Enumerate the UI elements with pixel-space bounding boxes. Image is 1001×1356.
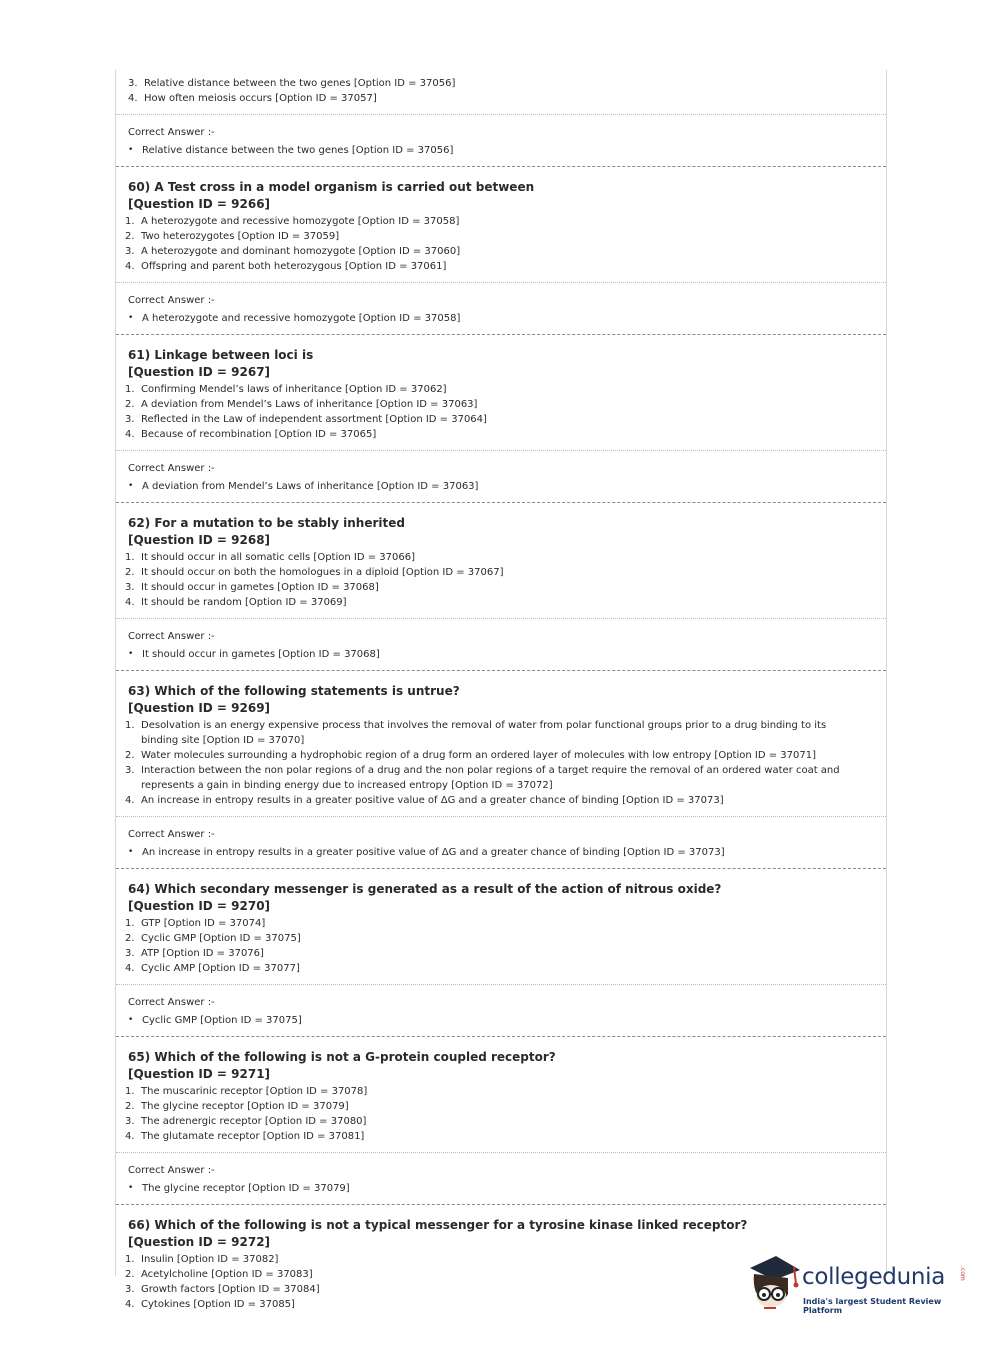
correct-answer-label: Correct Answer :- [128, 127, 215, 138]
options-list [125, 717, 886, 816]
option-item: 2. Cyclic GMP [Option ID = 37075] [125, 933, 301, 944]
correct-answer-item: • The glycine receptor [Option ID = 37079] [128, 1183, 350, 1194]
correct-answer-item: • Relative distance between the two genes [Option ID = 37056] [128, 145, 454, 156]
correct-answer-section [116, 984, 886, 1037]
correct-answer-item: • A heterozygote and recessive homozygote [Option ID = 37058] [128, 313, 461, 324]
logo-tagline: India's largest Student Review Platform [803, 1297, 942, 1315]
question-title: 66) Which of the following is not a typical messenger for a tyrosine kinase linked receptor? [128, 1218, 748, 1232]
correct-answer-section [116, 1152, 886, 1205]
option-item: 4. Cytokines [Option ID = 37085] [125, 1299, 295, 1310]
question-title: 62) For a mutation to be stably inherited [128, 516, 405, 530]
correct-answer-item: • It should occur in gametes [Option ID = 37068] [128, 649, 380, 660]
correct-answer-label: Correct Answer :- [128, 631, 215, 642]
question-block-61 [116, 335, 886, 503]
option-item: 3. Relative distance between the two genes [Option ID = 37056] [128, 78, 456, 89]
option-item: 3. A heterozygote and dominant homozygote [Option ID = 37060] [125, 246, 461, 257]
option-item: 1. A heterozygote and recessive homozygote [Option ID = 37058] [125, 216, 460, 227]
bullet-icon: • [128, 1015, 134, 1025]
option-item: 4. Offspring and parent both heterozygous [Option ID = 37061] [125, 261, 447, 272]
option-item: 4. The glutamate receptor [Option ID = 37081] [125, 1131, 365, 1142]
question-title: 60) A Test cross in a model organism is carried out between [128, 180, 535, 194]
correct-answer-label: Correct Answer :- [128, 1165, 215, 1176]
option-item: 1. The muscarinic receptor [Option ID = 37078] [125, 1086, 368, 1097]
correct-answer-section [116, 450, 886, 503]
logo-suffix: .com [959, 1266, 966, 1281]
logo-name: collegedunia [802, 1264, 946, 1290]
option-item: 4. Cyclic AMP [Option ID = 37077] [125, 963, 300, 974]
option-item: 3. ATP [Option ID = 37076] [125, 948, 264, 959]
question-block-63 [116, 671, 886, 869]
question-id: [Question ID = 9266] [128, 197, 271, 211]
correct-answer-label: Correct Answer :- [128, 295, 215, 306]
option-item: 4. It should be random [Option ID = 37069] [125, 597, 347, 608]
option-item: 3. Growth factors [Option ID = 37084] [125, 1284, 320, 1295]
bullet-icon: • [128, 847, 134, 857]
correct-answer-section [116, 618, 886, 671]
question-id: [Question ID = 9272] [128, 1235, 271, 1249]
bullet-icon: • [128, 313, 134, 323]
option-item: 2. Two heterozygotes [Option ID = 37059] [125, 231, 340, 242]
previous-question-fragment [116, 70, 886, 167]
option-item: 3. Reflected in the Law of independent assortment [Option ID = 37064] [125, 414, 487, 425]
question-id: [Question ID = 9271] [128, 1067, 271, 1081]
question-id: [Question ID = 9267] [128, 365, 271, 379]
options-list [125, 1083, 886, 1152]
question-title: 64) Which secondary messenger is generated as a result of the action of nitrous oxide? [128, 882, 722, 896]
collegedunia-logo [744, 1250, 974, 1316]
question-title: 65) Which of the following is not a G-protein coupled receptor? [128, 1050, 556, 1064]
question-id: [Question ID = 9269] [128, 701, 271, 715]
option-item: 4. Because of recombination [Option ID = 37065] [125, 429, 377, 440]
option-item: 4. How often meiosis occurs [Option ID = 37057] [128, 93, 377, 104]
correct-answer-section [116, 282, 886, 335]
question-block-60 [116, 167, 886, 335]
option-item: 1. GTP [Option ID = 37074] [125, 918, 266, 929]
question-id: [Question ID = 9270] [128, 899, 271, 913]
options-list [125, 915, 886, 984]
correct-answer-item: • A deviation from Mendel’s Laws of inheritance [Option ID = 37063] [128, 481, 479, 492]
option-item: 2. Water molecules surrounding a hydrophobic region of a drug form an ordered layer of molecules with low entropy [Option ID = 37071] [125, 750, 816, 761]
bullet-icon: • [128, 649, 134, 659]
correct-answer-section [116, 816, 886, 869]
option-item: 1. Desolvation is an energy expensive process that involves the removal of water from polar functional groups prior to a drug binding to its binding site [Option ID = 37070] [125, 720, 827, 746]
options-list [125, 381, 886, 450]
bullet-icon: • [128, 145, 134, 155]
correct-answer-item: • Cyclic GMP [Option ID = 37075] [128, 1015, 302, 1026]
option-item: 4. An increase in entropy results in a greater positive value of ΔG and a greater chance of binding [Option ID = 37073] [125, 795, 724, 806]
question-title: 63) Which of the following statements is untrue? [128, 684, 460, 698]
option-item: 3. Interaction between the non polar regions of a drug and the non polar regions of a target require the removal of an ordered water coat and represents a gain in binding energy due to increased entropy [Option ID = 37072] [125, 765, 840, 791]
question-block-64 [116, 869, 886, 1037]
option-item: 1. It should occur in all somatic cells [Option ID = 37066] [125, 552, 415, 563]
correct-answer-section [116, 114, 886, 167]
options-list [125, 213, 886, 282]
question-id: [Question ID = 9268] [128, 533, 271, 547]
correct-answer-label: Correct Answer :- [128, 997, 215, 1008]
option-item: 2. It should occur on both the homologues in a diploid [Option ID = 37067] [125, 567, 504, 578]
options-list [116, 70, 886, 114]
correct-answer-item: • An increase in entropy results in a greater positive value of ΔG and a greater chance of binding [Option ID = 37073] [128, 847, 725, 858]
option-item: 3. The adrenergic receptor [Option ID = 37080] [125, 1116, 367, 1127]
correct-answer-label: Correct Answer :- [128, 829, 215, 840]
option-item: 3. It should occur in gametes [Option ID = 37068] [125, 582, 379, 593]
correct-answer-label: Correct Answer :- [128, 463, 215, 474]
question-title: 61) Linkage between loci is [128, 348, 314, 362]
option-item: 2. Acetylcholine [Option ID = 37083] [125, 1269, 313, 1280]
mascot-icon [744, 1250, 802, 1316]
question-block-62 [116, 503, 886, 671]
options-list [125, 549, 886, 618]
option-item: 1. Confirming Mendel’s laws of inheritance [Option ID = 37062] [125, 384, 447, 395]
bullet-icon: • [128, 1183, 134, 1193]
option-item: 2. A deviation from Mendel’s Laws of inheritance [Option ID = 37063] [125, 399, 478, 410]
option-item: 1. Insulin [Option ID = 37082] [125, 1254, 279, 1265]
bullet-icon: • [128, 481, 134, 491]
question-block-65 [116, 1037, 886, 1205]
option-item: 2. The glycine receptor [Option ID = 37079] [125, 1101, 349, 1112]
